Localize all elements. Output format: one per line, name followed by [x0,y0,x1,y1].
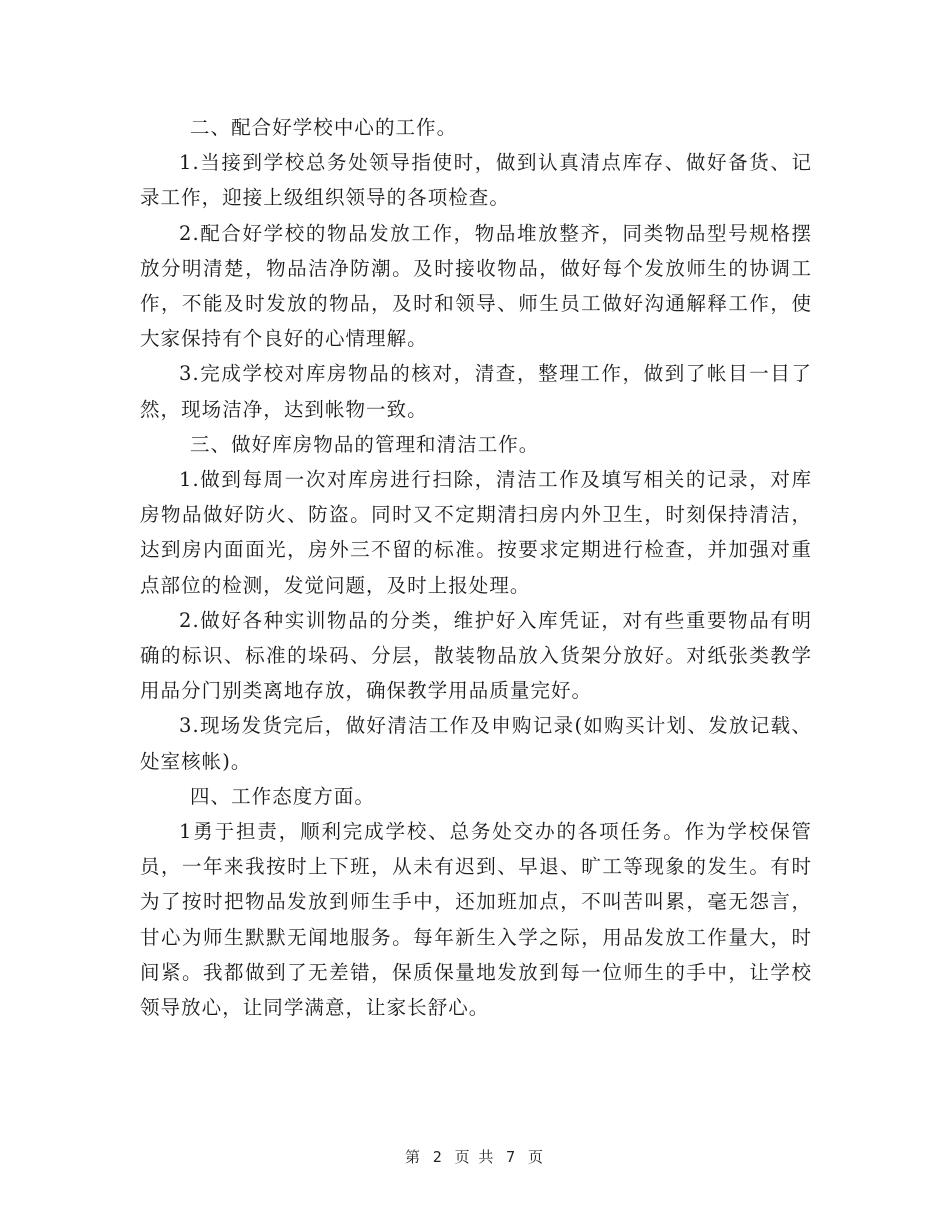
paragraph-3-2: 2.做好各种实训物品的分类，维护好入库凭证，对有些重要物品有明确的标识、标准的垛码、分层，散装物品放入货架分放好。对纸张类教学用品分门别类离地存放，确保教学用品质量完好。 [140,608,812,703]
current-page-number: 2 [432,1148,444,1166]
paragraph-2-1: 1.当接到学校总务处领导指使时，做到认真清点库存、做好备货、记录工作，迎接上级组织领导的各项检查。 [140,151,812,210]
paragraph-3-1: 1.做到每周一次对库房进行扫除，清洁工作及填写相关的记录，对库房物品做好防火、防盗。同时又不定期清扫房内外卫生，时刻保持清洁，达到房内面面光，房外三不留的标准。按要求定期进行检查，并加强对重点部位的检测，发觉问题，及时上报处理。 [140,468,812,597]
total-page-count: 7 [506,1148,518,1166]
section-heading-2: 二、配合好学校中心的工作。 [190,116,458,139]
paragraph-4-1: 1勇于担责，顺利完成学校、总务处交办的各项任务。作为学校保管员，一年来我按时上下班，从未有迟到、早退、旷工等现象的发生。有时为了按时把物品发放到师生手中，还加班加点，不叫苦叫累，毫无怨言，甘心为师生默默无闻地服务。每年新生入学之际，用品发放工作量大，时间紧。我都做到了无差错，保质保量地发放到每一位师生的手中，让学校领导放心，让同学满意，让家长舒心。 [140,820,812,1020]
footer-prefix: 第 [405,1148,423,1166]
section-heading-3: 三、做好库房物品的管理和清洁工作。 [190,432,540,456]
section-heading-4: 四、工作态度方面。 [190,784,375,808]
page-footer [0,1146,950,1167]
footer-suffix: 页 [527,1148,545,1166]
paragraph-2-2: 2.配合好学校的物品发放工作，物品堆放整齐，同类物品型号规格摆放分明清楚，物品洁净防潮。及时接收物品，做好每个发放师生的协调工作，不能及时发放的物品，及时和领导、师生员工做好沟通解释工作，使大家保持有个良好的心情理解。 [140,221,812,351]
footer-middle: 页 共 [454,1148,496,1166]
document-body [140,110,812,1025]
paragraph-3-3: 3.现场发货完后，做好清洁工作及申购记录(如购买计划、发放记载、处室核帐)。 [140,714,812,773]
paragraph-2-3: 3.完成学校对库房物品的核对，清查，整理工作，做到了帐目一目了然，现场洁净，达到帐物一致。 [140,362,812,421]
